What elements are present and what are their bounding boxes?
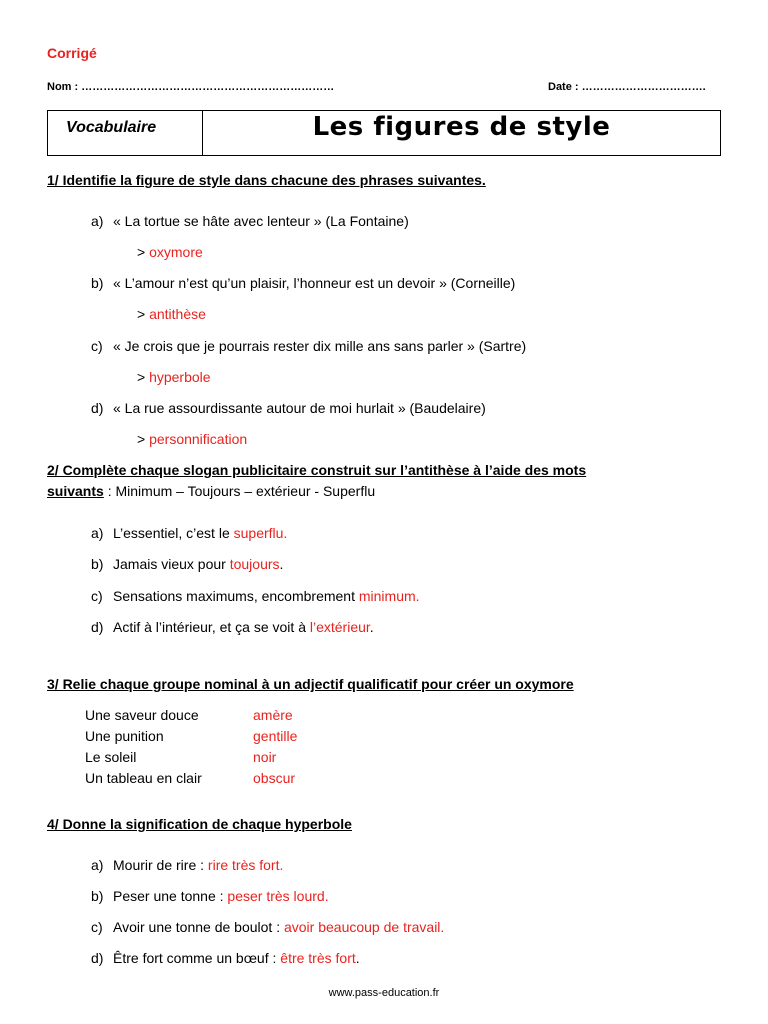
section1-answer bbox=[137, 431, 247, 447]
item-label: c) bbox=[91, 338, 103, 354]
adjective: obscur bbox=[253, 770, 296, 786]
section3-question: 3/ Relie chaque groupe nominal à un adjectif qualificatif pour créer un oxymore bbox=[47, 676, 574, 692]
answer-text: rire très fort. bbox=[207, 857, 284, 873]
title-box bbox=[47, 110, 721, 156]
section1-answer bbox=[137, 306, 206, 322]
footer-url: www.pass-education.fr bbox=[328, 987, 440, 999]
section2-item bbox=[91, 588, 420, 604]
adjective: amère bbox=[253, 707, 293, 723]
item-text: Actif à l’intérieur, et ça se voit à bbox=[113, 619, 310, 635]
item-label: b) bbox=[91, 556, 104, 572]
item-label: b) bbox=[91, 275, 104, 291]
answer-text: l’extérieur bbox=[309, 619, 370, 635]
section2-question-line1: 2/ Complète chaque slogan publicitaire construit sur l’antithèse à l’aide des mots bbox=[47, 462, 587, 478]
answer-text: hyperbole bbox=[149, 369, 211, 385]
item-label: c) bbox=[91, 588, 103, 604]
section2-question-suivants: suivants bbox=[47, 483, 104, 499]
section1-item bbox=[91, 213, 409, 229]
arrow-icon: > bbox=[137, 431, 146, 447]
item-text: Peser une tonne : bbox=[113, 888, 228, 904]
item-label: a) bbox=[91, 213, 104, 229]
section2-item bbox=[91, 619, 374, 635]
item-suffix: . bbox=[279, 556, 284, 572]
item-text: « La tortue se hâte avec lenteur » (La Fontaine) bbox=[113, 213, 409, 229]
answer-text: avoir beaucoup de travail. bbox=[283, 919, 445, 935]
section1-answer bbox=[137, 369, 211, 385]
section4-question: 4/ Donne la signification de chaque hyperbole bbox=[47, 816, 352, 832]
category-label: Vocabulaire bbox=[66, 119, 157, 136]
answer-text: personnification bbox=[149, 431, 248, 447]
section2-item bbox=[91, 525, 287, 541]
item-text: Mourir de rire : bbox=[113, 857, 208, 873]
item-text: « Je crois que je pourrais rester dix mille ans sans parler » (Sartre) bbox=[113, 338, 527, 354]
noun-group: Un tableau en clair bbox=[85, 770, 202, 786]
arrow-icon: > bbox=[137, 306, 146, 322]
noun-group: Une punition bbox=[85, 728, 164, 744]
nom-field: Nom : …………………………………………………………… bbox=[47, 81, 335, 93]
item-text: Être fort comme un bœuf : bbox=[113, 950, 281, 966]
item-suffix: . bbox=[369, 619, 374, 635]
section1-question: 1/ Identifie la figure de style dans chacune des phrases suivantes. bbox=[47, 172, 486, 188]
item-text: « La rue assourdissante autour de moi hurlait » (Baudelaire) bbox=[113, 400, 486, 416]
section4-item bbox=[91, 950, 360, 966]
answer-text: superflu. bbox=[233, 525, 288, 541]
item-label: c) bbox=[91, 919, 103, 935]
adjective: noir bbox=[253, 749, 277, 765]
item-label: d) bbox=[91, 619, 104, 635]
item-text: Avoir une tonne de boulot : bbox=[113, 919, 284, 935]
arrow-icon: > bbox=[137, 244, 146, 260]
item-label: b) bbox=[91, 888, 104, 904]
section2-word-list: : Minimum – Toujours – extérieur - Superflu bbox=[103, 483, 376, 499]
noun-group: Le soleil bbox=[85, 749, 137, 765]
section1-item bbox=[91, 275, 515, 291]
item-text: « L’amour n’est qu’un plaisir, l’honneur est un devoir » (Corneille) bbox=[113, 275, 516, 291]
adjective: gentille bbox=[253, 728, 298, 744]
item-label: d) bbox=[91, 400, 104, 416]
item-text: Sensations maximums, encombrement bbox=[113, 588, 359, 604]
section4-item bbox=[91, 919, 444, 935]
answer-text: être très fort bbox=[280, 950, 356, 966]
section2-question-line2 bbox=[47, 483, 375, 499]
item-text: L’essentiel, c’est le bbox=[113, 525, 234, 541]
page-title: Les figures de style bbox=[312, 112, 611, 142]
answer-text: toujours bbox=[229, 556, 280, 572]
answer-text: peser très lourd. bbox=[227, 888, 329, 904]
section2-item bbox=[91, 556, 283, 572]
corrige-label: Corrigé bbox=[47, 45, 97, 61]
section4-item bbox=[91, 888, 329, 904]
answer-text: oxymore bbox=[149, 244, 203, 260]
answer-text: minimum. bbox=[358, 588, 420, 604]
date-field: Date : ……………………………. bbox=[548, 81, 706, 93]
arrow-icon: > bbox=[137, 369, 146, 385]
item-label: a) bbox=[91, 857, 104, 873]
section1-item bbox=[91, 400, 486, 416]
item-label: a) bbox=[91, 525, 104, 541]
item-label: d) bbox=[91, 950, 104, 966]
noun-group: Une saveur douce bbox=[85, 707, 199, 723]
section4-item bbox=[91, 857, 283, 873]
item-suffix: . bbox=[355, 950, 360, 966]
section1-answer bbox=[137, 244, 203, 260]
section1-item bbox=[91, 338, 526, 354]
answer-text: antithèse bbox=[149, 306, 206, 322]
item-text: Jamais vieux pour bbox=[113, 556, 230, 572]
